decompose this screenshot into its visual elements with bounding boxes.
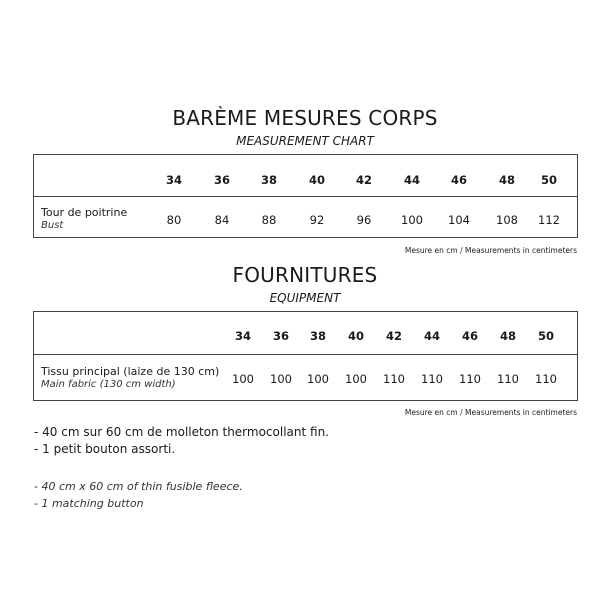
list-item: - 40 cm x 60 cm of thin fusible fleece. bbox=[34, 480, 243, 493]
table-divider bbox=[34, 354, 577, 355]
list-item: - 1 petit bouton assorti. bbox=[34, 442, 176, 456]
equipment-subtitle: EQUIPMENT bbox=[269, 291, 341, 305]
size-header: 46 bbox=[461, 329, 478, 343]
equipment-unit-note: Mesure en cm / Measurements in centimeters bbox=[404, 408, 577, 417]
bust-label-fr: Tour de poitrine bbox=[41, 206, 128, 219]
size-header: 40 bbox=[347, 329, 364, 343]
fabric-label-fr: Tissu principal (laize de 130 cm) bbox=[41, 365, 220, 378]
supplies-list-en bbox=[34, 478, 243, 512]
bust-row-label bbox=[41, 206, 127, 232]
fabric-value: 100 bbox=[307, 372, 329, 386]
size-header: 44 bbox=[403, 173, 420, 187]
list-item: - 1 matching button bbox=[34, 497, 144, 510]
size-header: 40 bbox=[308, 173, 325, 187]
size-header: 36 bbox=[272, 329, 289, 343]
fabric-value: 100 bbox=[345, 372, 367, 386]
bust-value: 112 bbox=[538, 213, 560, 227]
measurement-table bbox=[33, 154, 578, 238]
bust-label-en: Bust bbox=[41, 220, 64, 231]
fabric-value: 110 bbox=[459, 372, 481, 386]
size-header: 42 bbox=[355, 173, 372, 187]
fabric-value: 110 bbox=[497, 372, 519, 386]
fabric-value: 110 bbox=[535, 372, 557, 386]
measurement-subtitle: MEASUREMENT CHART bbox=[236, 134, 374, 148]
size-header: 38 bbox=[309, 329, 326, 343]
measurement-title: BARÈME MESURES CORPS bbox=[172, 106, 438, 130]
fabric-label-en: Main fabric (130 cm width) bbox=[41, 379, 176, 390]
size-header: 50 bbox=[540, 173, 557, 187]
fabric-value: 100 bbox=[232, 372, 254, 386]
fabric-row-label bbox=[41, 365, 219, 391]
bust-value: 108 bbox=[496, 213, 518, 227]
bust-value: 104 bbox=[448, 213, 470, 227]
bust-value: 92 bbox=[309, 213, 325, 227]
size-header: 46 bbox=[450, 173, 467, 187]
size-header: 50 bbox=[537, 329, 554, 343]
equipment-title: FOURNITURES bbox=[232, 263, 378, 287]
equipment-table bbox=[33, 311, 578, 401]
supplies-list-fr bbox=[34, 424, 329, 458]
size-header: 34 bbox=[234, 329, 251, 343]
bust-value: 100 bbox=[401, 213, 423, 227]
bust-value: 96 bbox=[356, 213, 372, 227]
fabric-value: 100 bbox=[270, 372, 292, 386]
list-item: - 40 cm sur 60 cm de molleton thermocollant fin. bbox=[34, 425, 329, 439]
size-header: 48 bbox=[498, 173, 515, 187]
fabric-value: 110 bbox=[421, 372, 443, 386]
bust-value: 88 bbox=[261, 213, 277, 227]
size-header: 34 bbox=[165, 173, 182, 187]
size-header: 42 bbox=[385, 329, 402, 343]
table-divider bbox=[34, 196, 577, 197]
size-header: 38 bbox=[260, 173, 277, 187]
measurement-unit-note: Mesure en cm / Measurements in centimeters bbox=[404, 246, 577, 255]
fabric-value: 110 bbox=[383, 372, 405, 386]
bust-value: 80 bbox=[166, 213, 182, 227]
size-header: 48 bbox=[499, 329, 516, 343]
bust-value: 84 bbox=[214, 213, 230, 227]
size-header: 44 bbox=[423, 329, 440, 343]
size-header: 36 bbox=[213, 173, 230, 187]
